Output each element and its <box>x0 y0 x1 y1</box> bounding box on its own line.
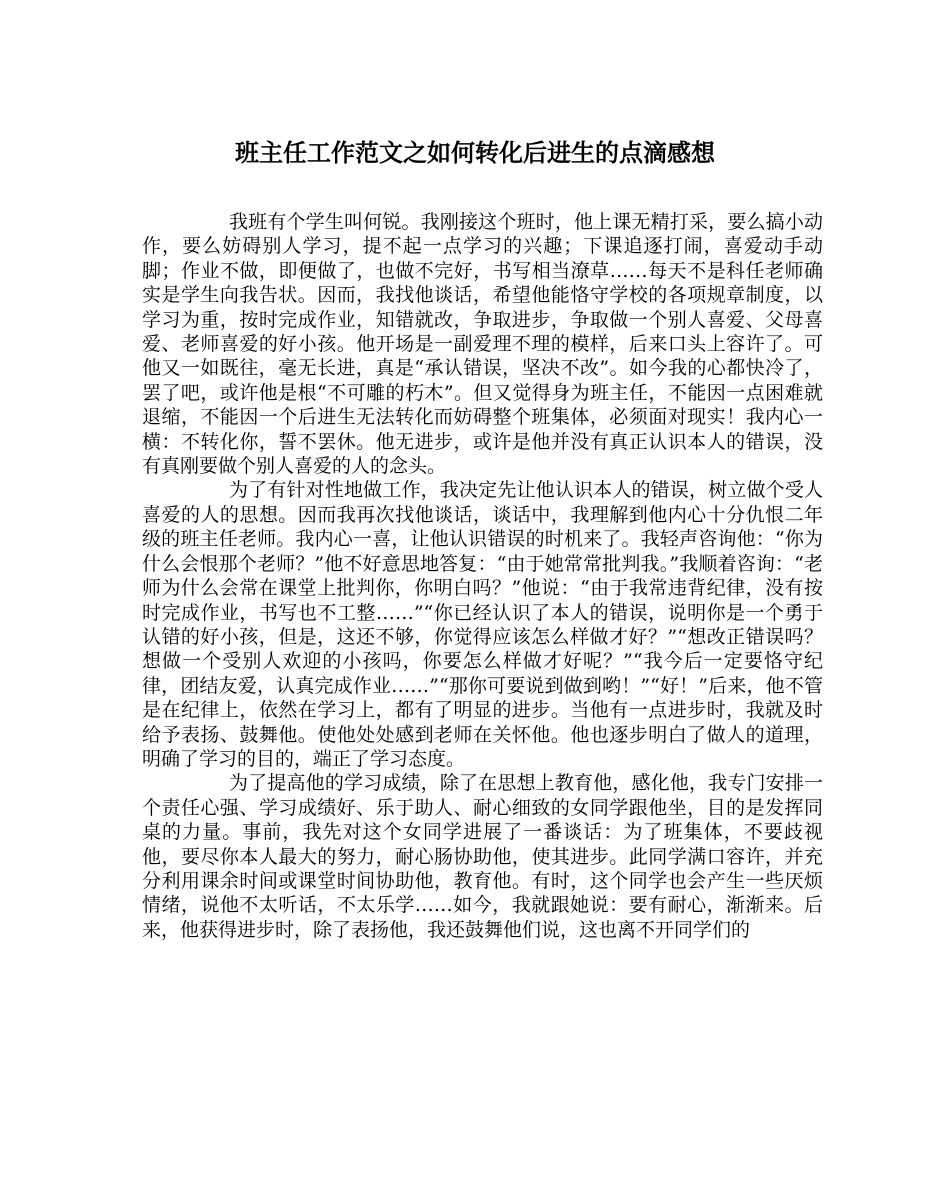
paragraph-3: 为了提高他的学习成绩，除了在思想上教育他，感化他，我专门安排一个责任心强、学习成绩好、乐于助人、耐心细致的女同学跟他坐，目的是发挥同桌的力量。事前，我先对这个女同学进展了一番谈话：为了班集体，不要歧视他，要尽你本人最大的努力，耐心肠协助他，使其进步。此同学满口容许，并充分利用课余时间或课堂时间协助他，教育他。有时，这个同学也会产生一些厌烦情绪，说他不太听话，不太乐学……如今，我就跟她说：要有耐心，渐渐来。后来，他获得进步时，除了表扬他，我还鼓舞他们说，这也离不开同学们的 <box>142 772 823 941</box>
document-title: 班主任工作范文之如何转化后进生的点滴感想 <box>235 138 715 167</box>
document-body <box>142 210 823 942</box>
paragraph-1: 我班有个学生叫何锐。我刚接这个班时，他上课无精打采，要么搞小动作，要么妨碍别人学习，提不起一点学习的兴趣；下课追逐打闹，喜爱动手动脚；作业不做，即便做了，也做不完好，书写相当潦草……每天不是科任老师确实是学生向我告状。因而，我找他谈话，希望他能恪守学校的各项规章制度，以学习为重，按时完成作业，知错就改，争取进步，争取做一个别人喜爱、父母喜爱、老师喜爱的好小孩。他开场是一副爱理不理的模样，后来口头上容许了。可他又一如既往，毫无长进，真是“承认错误，坚决不改”。如今我的心都快冷了，罢了吧，或许他是根“不可雕的朽木”。但又觉得身为班主任，不能因一点困难就退缩，不能因一个后进生无法转化而妨碍整个班集体，必须面对现实！我内心一横：不转化你，誓不罢休。他无进步，或许是他并没有真正认识本人的错误，没有真刚要做个别人喜爱的人的念头。 <box>142 211 823 478</box>
paragraph-2: 为了有针对性地做工作，我决定先让他认识本人的错误，树立做个受人喜爱的人的思想。因而我再次找他谈话，谈话中，我理解到他内心十分仇恨二年级的班主任老师。我内心一喜，让他认识错误的时机来了。我轻声咨询他：“你为什么会恨那个老师？”他不好意思地答复：“由于她常常批判我。”我顺着咨询：“老师为什么会常在课堂上批判你，你明白吗？”他说：“由于我常违背纪律，没有按时完成作业，书写也不工整……”“你已经认识了本人的错误，说明你是一个勇于认错的好小孩，但是，这还不够，你觉得应该怎么样做才好？”“想改正错误吗？想做一个受别人欢迎的小孩吗，你要怎么样做才好呢？”“我今后一定要恪守纪律，团结友爱，认真完成作业……”“那你可要说到做到哟！”“好！”后来，他不管是在纪律上，依然在学习上，都有了明显的进步。当他有一点进步时，我就及时给予表扬、鼓舞他。使他处处感到老师在关怀他。他也逐步明白了做人的道理，明确了学习的目的，端正了学习态度。 <box>142 479 823 770</box>
